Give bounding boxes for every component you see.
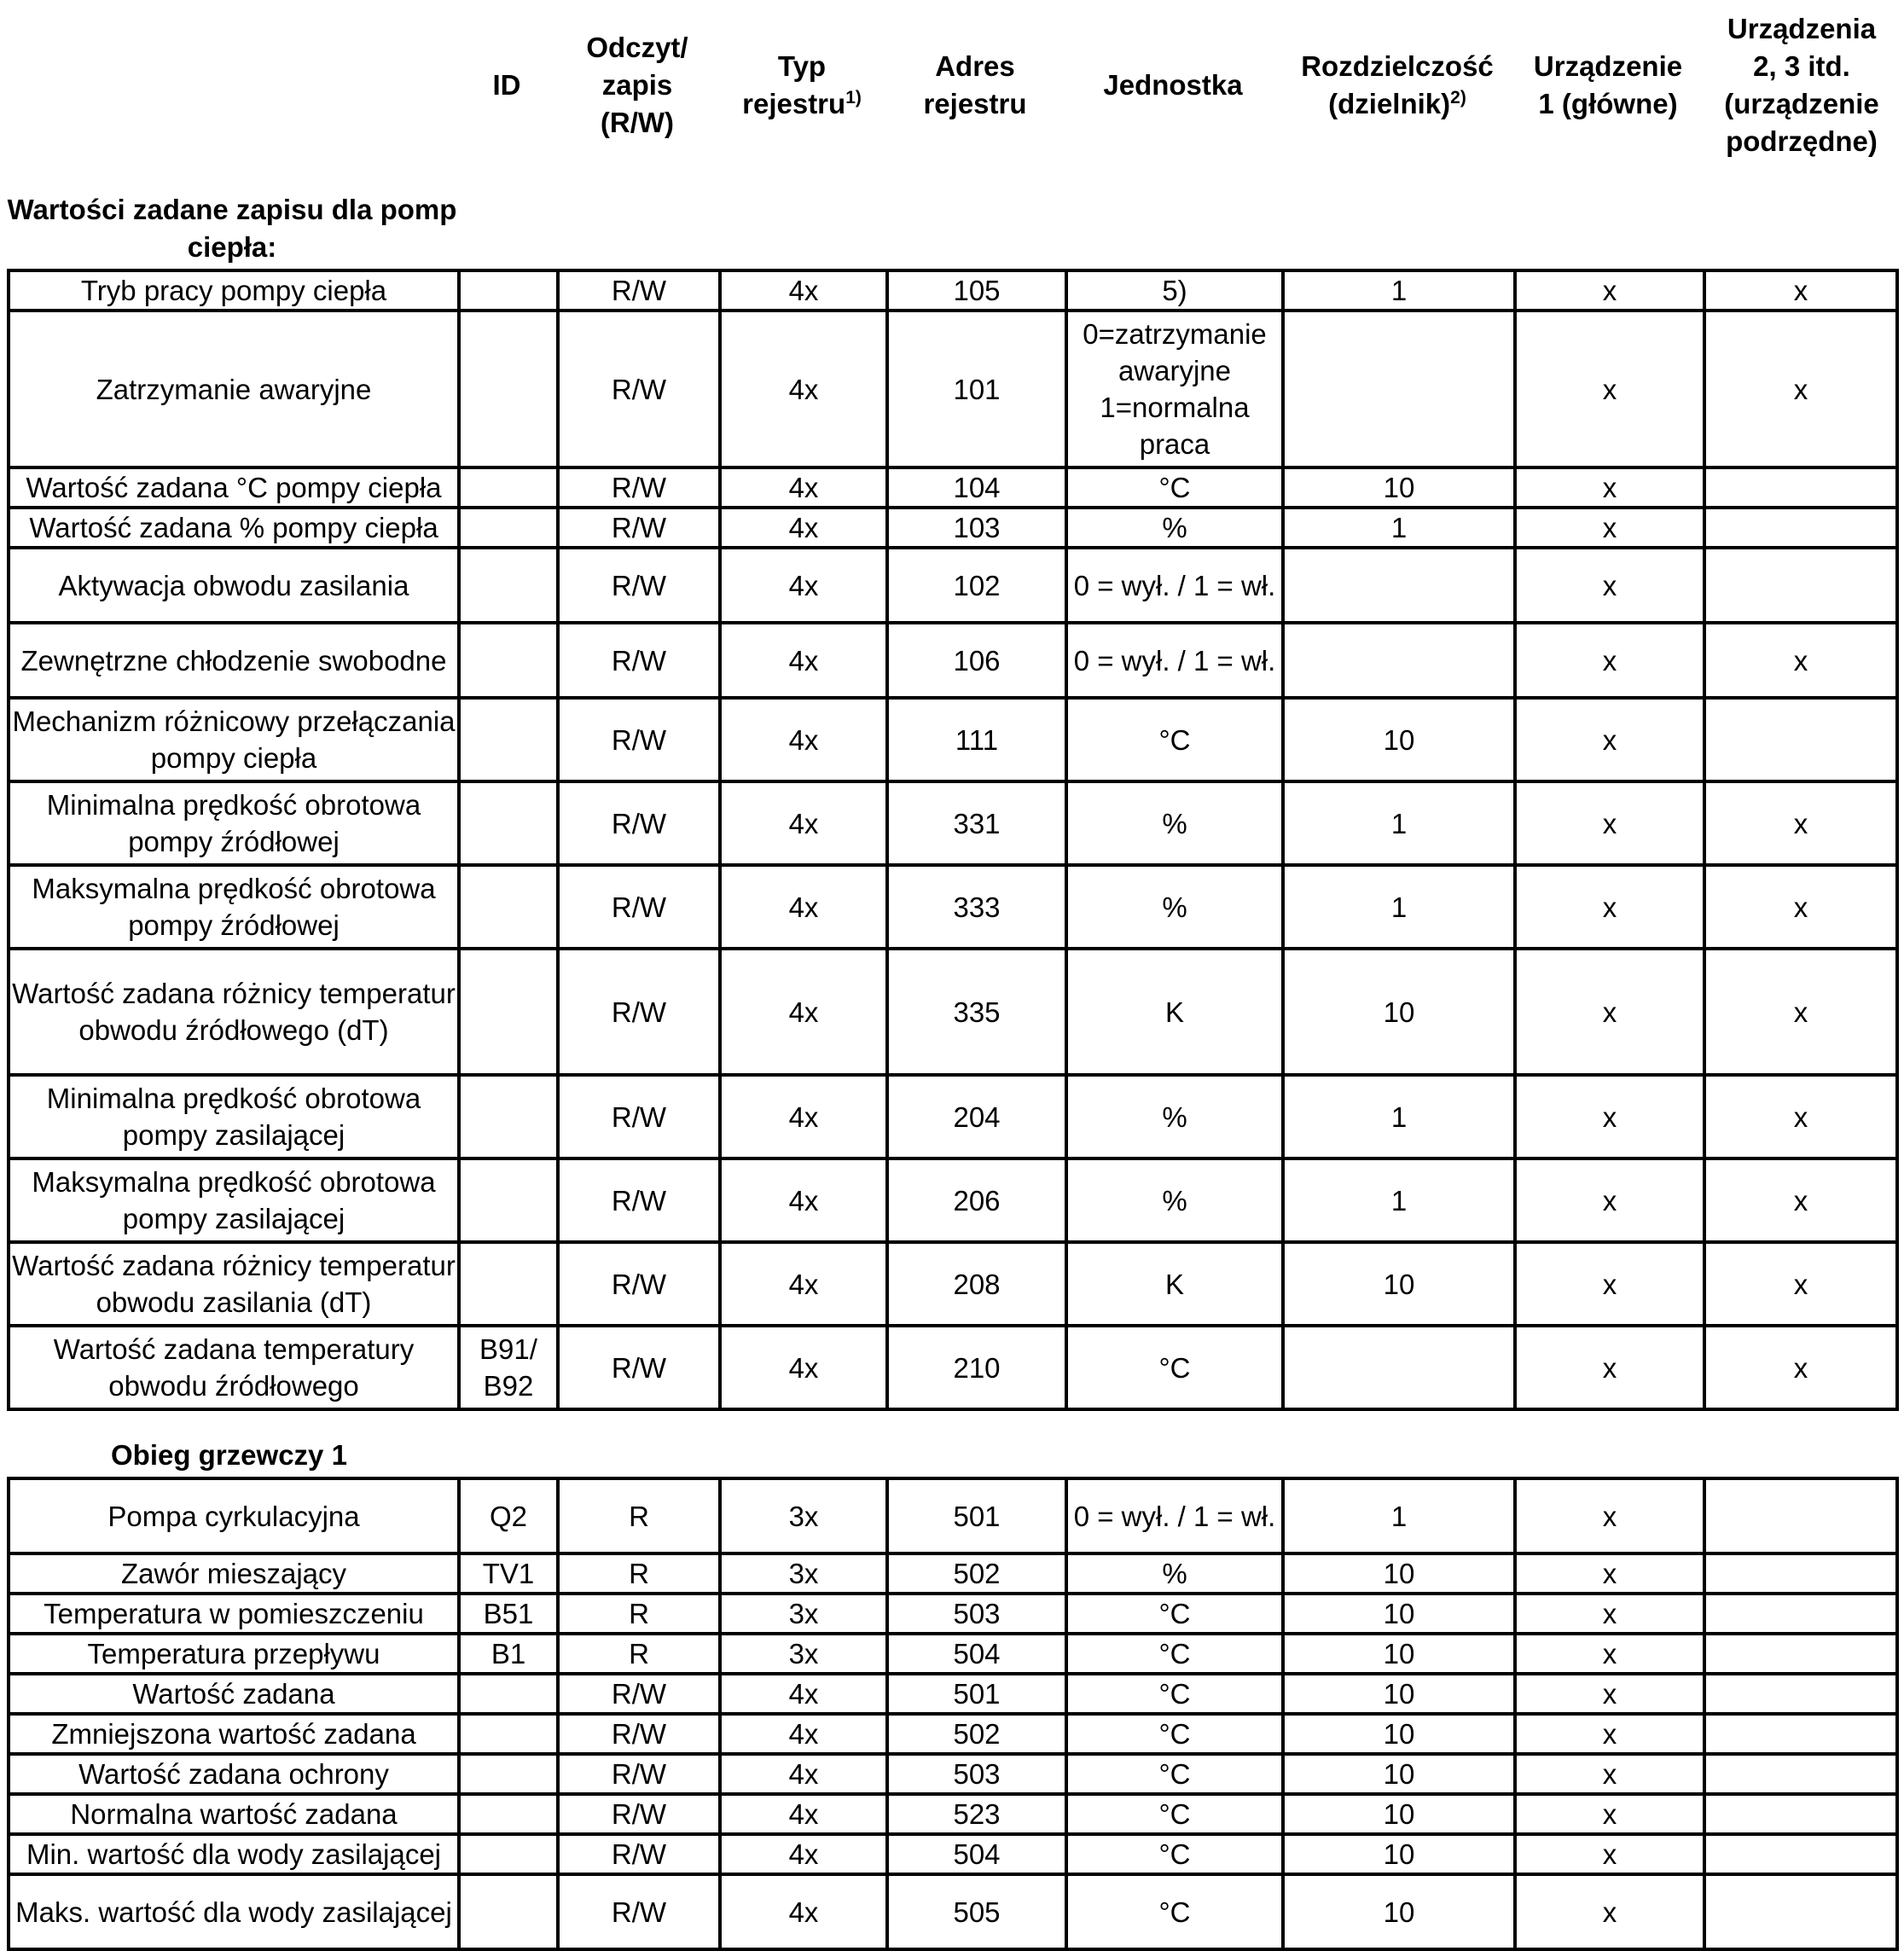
param-name-cell: Normalna wartość zadana: [9, 1794, 459, 1834]
register-address-cell: 208: [887, 1242, 1066, 1326]
param-name-cell: Aktywacja obwodu zasilania: [9, 548, 459, 623]
id-cell: [459, 1754, 558, 1794]
table-row: [9, 1834, 1897, 1874]
id-cell: B91/ B92: [459, 1326, 558, 1409]
rw-cell: R: [558, 1594, 720, 1634]
param-name-cell: Zawór mieszający: [9, 1553, 459, 1594]
table-row: [9, 311, 1897, 467]
device-1-cell: x: [1515, 1242, 1704, 1326]
register-address-cell: 210: [887, 1326, 1066, 1409]
table-row: [9, 1158, 1897, 1242]
rw-cell: R/W: [558, 1874, 720, 1949]
device-2-cell: [1704, 467, 1897, 508]
register-address-cell: 523: [887, 1794, 1066, 1834]
rw-cell: R/W: [558, 1326, 720, 1409]
register-type-cell: 4x: [720, 1714, 887, 1754]
id-cell: [459, 467, 558, 508]
register-type-cell: 4x: [720, 1834, 887, 1874]
rw-cell: R/W: [558, 1674, 720, 1714]
unit-cell: °C: [1066, 1714, 1283, 1754]
register-address-cell: 204: [887, 1075, 1066, 1158]
device-2-cell: x: [1704, 270, 1897, 311]
resolution-cell: 1: [1283, 1478, 1515, 1553]
device-2-cell: x: [1704, 1075, 1897, 1158]
unit-cell: %: [1066, 1158, 1283, 1242]
id-cell: [459, 311, 558, 467]
id-cell: [459, 270, 558, 311]
header-register-type: Typ rejestru$^{1)}$: [742, 50, 862, 119]
heat-pump-setpoints-table: [7, 269, 1899, 1411]
unit-cell: °C: [1066, 1674, 1283, 1714]
device-2-cell: [1704, 1874, 1897, 1949]
resolution-cell: [1283, 623, 1515, 698]
device-1-cell: x: [1515, 1326, 1704, 1409]
register-address-cell: 105: [887, 270, 1066, 311]
resolution-cell: 10: [1283, 1634, 1515, 1674]
id-cell: [459, 508, 558, 548]
rw-cell: R/W: [558, 1794, 720, 1834]
param-name-cell: Wartość zadana różnicy temperatur obwodu zasilania (dT): [9, 1242, 459, 1326]
rw-cell: R/W: [558, 270, 720, 311]
rw-cell: R/W: [558, 1834, 720, 1874]
unit-cell: 0 = wył. / 1 = wł.: [1066, 1478, 1283, 1553]
rw-cell: R: [558, 1634, 720, 1674]
rw-cell: R: [558, 1478, 720, 1553]
resolution-cell: 10: [1283, 1674, 1515, 1714]
table-row: [9, 1478, 1897, 1553]
rw-cell: R/W: [558, 698, 720, 781]
id-cell: [459, 949, 558, 1075]
register-address-cell: 501: [887, 1674, 1066, 1714]
device-1-cell: x: [1515, 548, 1704, 623]
table-row: [9, 467, 1897, 508]
device-1-cell: x: [1515, 270, 1704, 311]
device-1-cell: x: [1515, 1553, 1704, 1594]
param-name-cell: Min. wartość dla wody zasilającej: [9, 1834, 459, 1874]
table-row: [9, 1794, 1897, 1834]
resolution-cell: 10: [1283, 1242, 1515, 1326]
device-1-cell: x: [1515, 1594, 1704, 1634]
register-type-cell: 4x: [720, 698, 887, 781]
device-1-cell: x: [1515, 1794, 1704, 1834]
unit-cell: °C: [1066, 698, 1283, 781]
device-2-cell: [1704, 1714, 1897, 1754]
register-address-cell: 501: [887, 1478, 1066, 1553]
register-address-cell: 505: [887, 1874, 1066, 1949]
param-name-cell: Wartość zadana różnicy temperatur obwodu źródłowego (dT): [9, 949, 459, 1075]
param-name-cell: Wartość zadana: [9, 1674, 459, 1714]
resolution-cell: [1283, 548, 1515, 623]
table-row: [9, 1075, 1897, 1158]
id-cell: [459, 865, 558, 949]
param-name-cell: Maksymalna prędkość obrotowa pompy źródłowej: [9, 865, 459, 949]
device-1-cell: x: [1515, 1874, 1704, 1949]
rw-cell: R: [558, 1553, 720, 1594]
table-row: [9, 1634, 1897, 1674]
param-name-cell: Zmniejszona wartość zadana: [9, 1714, 459, 1754]
register-type-cell: 3x: [720, 1594, 887, 1634]
resolution-cell: 10: [1283, 698, 1515, 781]
table-row: [9, 1594, 1897, 1634]
rw-cell: R/W: [558, 623, 720, 698]
rw-cell: R/W: [558, 1158, 720, 1242]
device-2-cell: x: [1704, 1242, 1897, 1326]
table-row: [9, 1553, 1897, 1594]
unit-cell: K: [1066, 1242, 1283, 1326]
section-title-heat-pump-setpoints: Wartości zadane zapisu dla pomp ciepła:: [7, 194, 457, 263]
header-device-1: Urządzenie 1 (główne): [1533, 50, 1683, 119]
table-row: [9, 548, 1897, 623]
id-cell: [459, 548, 558, 623]
rw-cell: R/W: [558, 1242, 720, 1326]
unit-cell: %: [1066, 781, 1283, 865]
device-1-cell: x: [1515, 1075, 1704, 1158]
id-cell: [459, 1075, 558, 1158]
table-row: [9, 1674, 1897, 1714]
device-2-cell: [1704, 1834, 1897, 1874]
header-id: ID: [492, 69, 521, 101]
rw-cell: R/W: [558, 1075, 720, 1158]
id-cell: [459, 781, 558, 865]
resolution-cell: 10: [1283, 1794, 1515, 1834]
unit-cell: °C: [1066, 1754, 1283, 1794]
resolution-cell: 10: [1283, 1874, 1515, 1949]
register-type-cell: 4x: [720, 1326, 887, 1409]
register-address-cell: 504: [887, 1634, 1066, 1674]
unit-cell: 5): [1066, 270, 1283, 311]
id-cell: [459, 1158, 558, 1242]
resolution-cell: 10: [1283, 1714, 1515, 1754]
rw-cell: R/W: [558, 865, 720, 949]
device-2-cell: x: [1704, 311, 1897, 467]
register-address-cell: 333: [887, 865, 1066, 949]
device-2-cell: [1704, 1634, 1897, 1674]
unit-cell: 0 = wył. / 1 = wł.: [1066, 623, 1283, 698]
device-2-cell: [1704, 1553, 1897, 1594]
param-name-cell: Wartość zadana ochrony: [9, 1754, 459, 1794]
device-1-cell: x: [1515, 1714, 1704, 1754]
unit-cell: 0=zatrzymanie awaryjne 1=normalna praca: [1066, 311, 1283, 467]
device-1-cell: x: [1515, 1158, 1704, 1242]
register-type-cell: 4x: [720, 1075, 887, 1158]
unit-cell: °C: [1066, 1594, 1283, 1634]
table-row: [9, 623, 1897, 698]
unit-cell: °C: [1066, 1874, 1283, 1949]
table-row: [9, 270, 1897, 311]
resolution-cell: 10: [1283, 949, 1515, 1075]
id-cell: [459, 1834, 558, 1874]
resolution-cell: 1: [1283, 508, 1515, 548]
device-2-cell: [1704, 698, 1897, 781]
device-2-cell: [1704, 548, 1897, 623]
register-type-cell: 4x: [720, 865, 887, 949]
register-address-cell: 331: [887, 781, 1066, 865]
device-1-cell: x: [1515, 467, 1704, 508]
register-type-cell: 4x: [720, 311, 887, 467]
section-title-heating-circuit-1: Obieg grzewczy 1: [111, 1439, 347, 1471]
header-device-2: Urządzenia 2, 3 itd. (urządzenie podrzędne): [1724, 13, 1879, 157]
register-type-cell: 4x: [720, 1674, 887, 1714]
device-2-cell: x: [1704, 623, 1897, 698]
param-name-cell: Wartość zadana °C pompy ciepła: [9, 467, 459, 508]
table-row: [9, 1326, 1897, 1409]
param-name-cell: Minimalna prędkość obrotowa pompy zasilającej: [9, 1075, 459, 1158]
device-1-cell: x: [1515, 1634, 1704, 1674]
rw-cell: R/W: [558, 1714, 720, 1754]
register-address-cell: 104: [887, 467, 1066, 508]
id-cell: [459, 698, 558, 781]
device-1-cell: x: [1515, 1674, 1704, 1714]
device-2-cell: [1704, 1754, 1897, 1794]
resolution-cell: 1: [1283, 781, 1515, 865]
device-2-cell: x: [1704, 781, 1897, 865]
device-2-cell: x: [1704, 865, 1897, 949]
device-1-cell: x: [1515, 698, 1704, 781]
id-cell: TV1: [459, 1553, 558, 1594]
resolution-cell: 1: [1283, 1075, 1515, 1158]
param-name-cell: Pompa cyrkulacyjna: [9, 1478, 459, 1553]
unit-cell: %: [1066, 508, 1283, 548]
header-rw: Odczyt/ zapis (R/W): [586, 32, 688, 138]
register-type-cell: 3x: [720, 1478, 887, 1553]
resolution-cell: 10: [1283, 1553, 1515, 1594]
param-name-cell: Maks. wartość dla wody zasilającej: [9, 1874, 459, 1949]
register-address-cell: 101: [887, 311, 1066, 467]
device-1-cell: x: [1515, 1478, 1704, 1553]
param-name-cell: Tryb pracy pompy ciepła: [9, 270, 459, 311]
device-1-cell: x: [1515, 865, 1704, 949]
register-address-cell: 111: [887, 698, 1066, 781]
table-row: [9, 1242, 1897, 1326]
rw-cell: R/W: [558, 949, 720, 1075]
resolution-cell: [1283, 311, 1515, 467]
rw-cell: R/W: [558, 1754, 720, 1794]
rw-cell: R/W: [558, 467, 720, 508]
param-name-cell: Zewnętrzne chłodzenie swobodne: [9, 623, 459, 698]
param-name-cell: Mechanizm różnicowy przełączania pompy ciepła: [9, 698, 459, 781]
register-type-cell: 4x: [720, 467, 887, 508]
rw-cell: R/W: [558, 548, 720, 623]
resolution-cell: 10: [1283, 1594, 1515, 1634]
register-type-cell: 4x: [720, 1754, 887, 1794]
register-type-cell: 4x: [720, 1158, 887, 1242]
device-1-cell: x: [1515, 949, 1704, 1075]
resolution-cell: 1: [1283, 270, 1515, 311]
device-2-cell: x: [1704, 1158, 1897, 1242]
register-address-cell: 504: [887, 1834, 1066, 1874]
register-type-cell: 3x: [720, 1553, 887, 1594]
param-name-cell: Temperatura w pomieszczeniu: [9, 1594, 459, 1634]
id-cell: [459, 1674, 558, 1714]
unit-cell: °C: [1066, 1634, 1283, 1674]
unit-cell: %: [1066, 865, 1283, 949]
unit-cell: %: [1066, 1553, 1283, 1594]
id-cell: B51: [459, 1594, 558, 1634]
id-cell: [459, 1794, 558, 1834]
register-address-cell: 502: [887, 1714, 1066, 1754]
table-row: [9, 1874, 1897, 1949]
device-1-cell: x: [1515, 311, 1704, 467]
unit-cell: %: [1066, 1075, 1283, 1158]
device-2-cell: [1704, 1794, 1897, 1834]
table-row: [9, 698, 1897, 781]
register-address-cell: 103: [887, 508, 1066, 548]
table-row: [9, 949, 1897, 1075]
register-type-cell: 3x: [720, 1634, 887, 1674]
table-row: [9, 508, 1897, 548]
resolution-cell: [1283, 1326, 1515, 1409]
register-type-cell: 4x: [720, 270, 887, 311]
param-name-cell: Maksymalna prędkość obrotowa pompy zasilającej: [9, 1158, 459, 1242]
param-name-cell: Wartość zadana temperatury obwodu źródłowego: [9, 1326, 459, 1409]
register-address-cell: 102: [887, 548, 1066, 623]
rw-cell: R/W: [558, 508, 720, 548]
register-type-cell: 4x: [720, 1794, 887, 1834]
id-cell: [459, 1242, 558, 1326]
register-address-cell: 106: [887, 623, 1066, 698]
register-type-cell: 4x: [720, 1874, 887, 1949]
unit-cell: °C: [1066, 1794, 1283, 1834]
resolution-cell: 10: [1283, 467, 1515, 508]
resolution-cell: 10: [1283, 1834, 1515, 1874]
table-row: [9, 865, 1897, 949]
header-register-address: Adres rejestru: [923, 50, 1027, 119]
param-name-cell: Temperatura przepływu: [9, 1634, 459, 1674]
param-name-cell: Wartość zadana % pompy ciepła: [9, 508, 459, 548]
resolution-cell: 1: [1283, 1158, 1515, 1242]
param-name-cell: Zatrzymanie awaryjne: [9, 311, 459, 467]
id-cell: [459, 1714, 558, 1754]
param-name-cell: Minimalna prędkość obrotowa pompy źródłowej: [9, 781, 459, 865]
unit-cell: K: [1066, 949, 1283, 1075]
id-cell: B1: [459, 1634, 558, 1674]
unit-cell: 0 = wył. / 1 = wł.: [1066, 548, 1283, 623]
register-type-cell: 4x: [720, 781, 887, 865]
device-2-cell: [1704, 508, 1897, 548]
register-type-cell: 4x: [720, 949, 887, 1075]
register-type-cell: 4x: [720, 548, 887, 623]
unit-cell: °C: [1066, 1326, 1283, 1409]
header-unit: Jednostka: [1103, 69, 1243, 101]
id-cell: [459, 1874, 558, 1949]
device-2-cell: x: [1704, 949, 1897, 1075]
register-address-cell: 503: [887, 1754, 1066, 1794]
register-type-cell: 4x: [720, 508, 887, 548]
heating-circuit-1-table: [7, 1477, 1899, 1951]
device-1-cell: x: [1515, 623, 1704, 698]
register-type-cell: 4x: [720, 1242, 887, 1326]
rw-cell: R/W: [558, 311, 720, 467]
column-header-row: [7, 0, 1894, 171]
table-row: [9, 781, 1897, 865]
unit-cell: °C: [1066, 1834, 1283, 1874]
device-2-cell: x: [1704, 1326, 1897, 1409]
resolution-cell: 1: [1283, 865, 1515, 949]
id-cell: [459, 623, 558, 698]
register-type-cell: 4x: [720, 623, 887, 698]
device-1-cell: x: [1515, 781, 1704, 865]
device-2-cell: [1704, 1674, 1897, 1714]
unit-cell: °C: [1066, 467, 1283, 508]
resolution-cell: 10: [1283, 1754, 1515, 1794]
table-row: [9, 1714, 1897, 1754]
device-1-cell: x: [1515, 508, 1704, 548]
rw-cell: R/W: [558, 781, 720, 865]
register-address-cell: 206: [887, 1158, 1066, 1242]
table-row: [9, 1754, 1897, 1794]
device-1-cell: x: [1515, 1754, 1704, 1794]
header-resolution: Rozdzielczość (dzielnik)$^{2)}$: [1301, 50, 1494, 119]
register-address-cell: 503: [887, 1594, 1066, 1634]
register-address-cell: 335: [887, 949, 1066, 1075]
device-1-cell: x: [1515, 1834, 1704, 1874]
id-cell: Q2: [459, 1478, 558, 1553]
register-address-cell: 502: [887, 1553, 1066, 1594]
device-2-cell: [1704, 1478, 1897, 1553]
device-2-cell: [1704, 1594, 1897, 1634]
